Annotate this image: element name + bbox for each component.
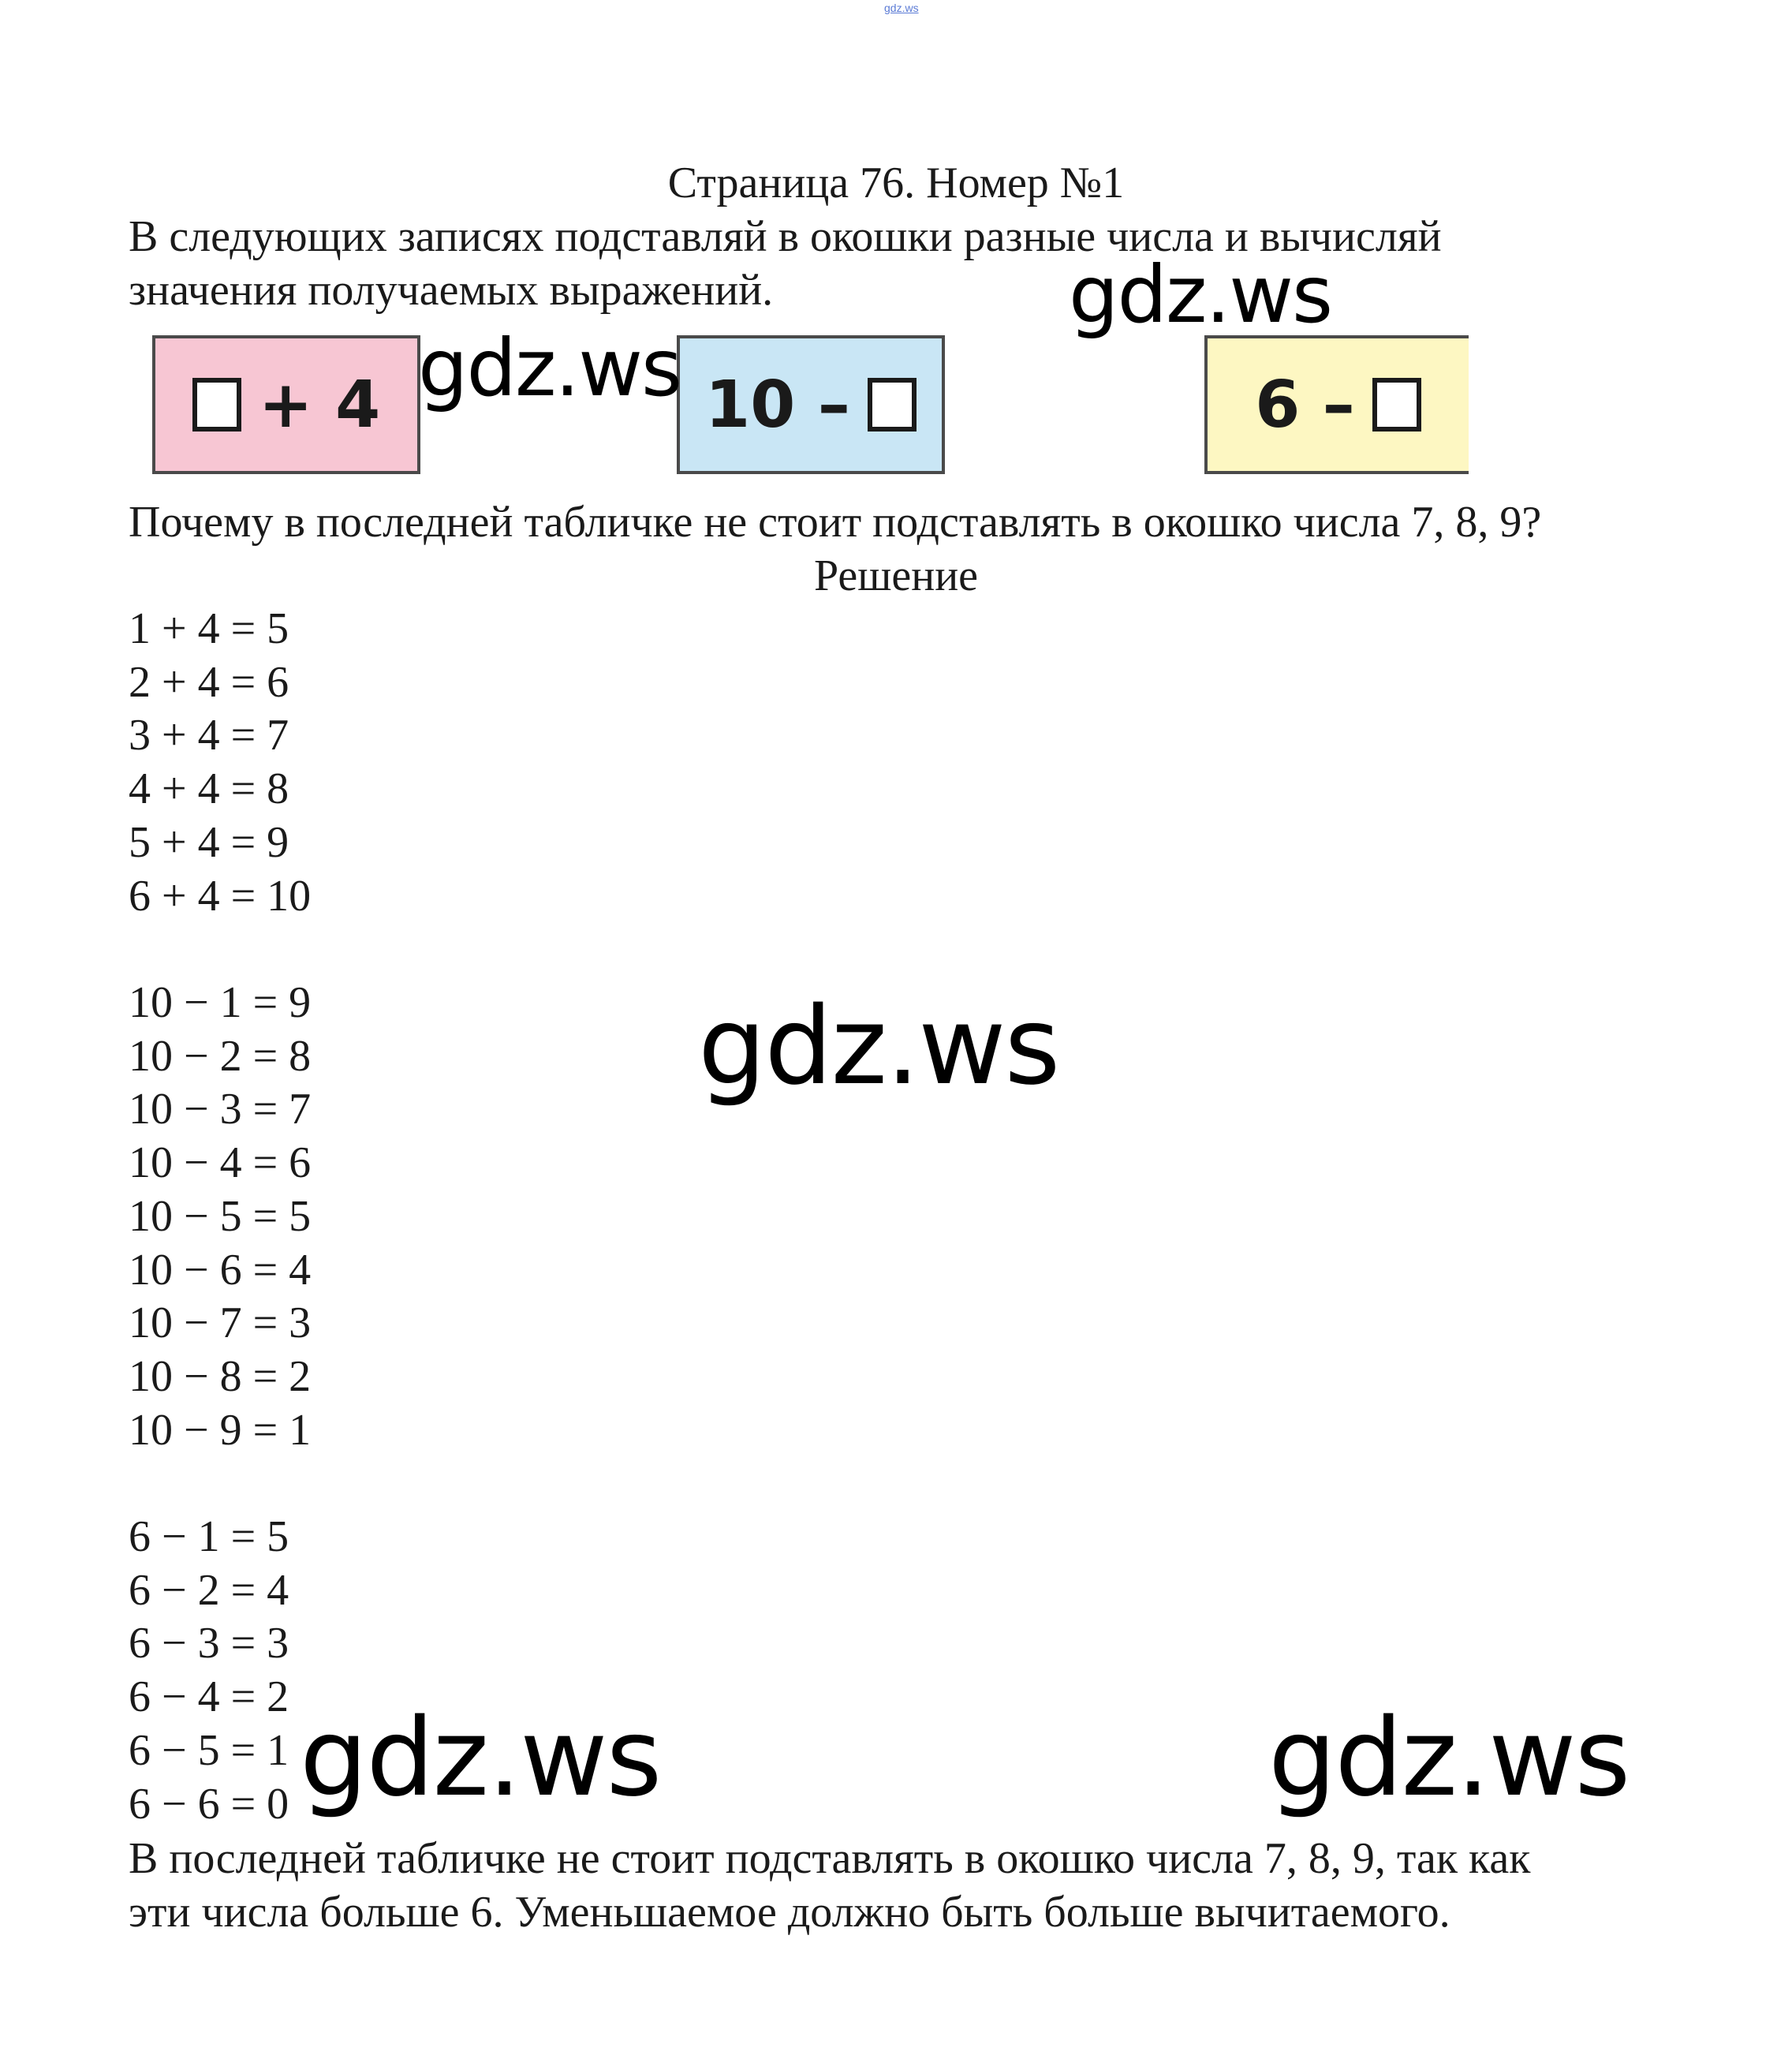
watermark: gdz.ws: [1268, 1696, 1630, 1821]
equation-line: 6 − 2 = 4: [129, 1565, 289, 1615]
header-watermark-link[interactable]: gdz.ws: [884, 2, 919, 14]
equation-line: 10 − 5 = 5: [129, 1191, 312, 1241]
question-text: Почему в последней табличке не стоит подставлять в окошко числа 7, 8, 9?: [129, 498, 1542, 547]
equation-line: 10 − 9 = 1: [129, 1405, 312, 1455]
page-title: Страница 76. Номер №1: [667, 159, 1125, 207]
equation-line: 3 + 4 = 7: [129, 711, 289, 760]
equation-line: 2 + 4 = 6: [129, 657, 289, 707]
watermark: gdz.ws: [418, 322, 681, 414]
expression-card-subtract-6: [1204, 335, 1469, 474]
watermark: gdz.ws: [1069, 248, 1332, 341]
watermark: gdz.ws: [300, 1696, 661, 1821]
answer-line-2: эти числа больше 6. Уменьшаемое должно быть больше вычитаемого.: [129, 1888, 1450, 1937]
equation-line: 1 + 4 = 5: [129, 604, 289, 653]
card-left-text: 6 –: [1255, 367, 1355, 443]
equation-line: 10 − 2 = 8: [129, 1031, 312, 1081]
equation-line: 5 + 4 = 9: [129, 817, 289, 867]
equation-line: 6 − 5 = 1: [129, 1725, 289, 1775]
equation-line: 6 + 4 = 10: [129, 871, 312, 921]
card-left-text: 10 –: [705, 367, 850, 443]
addition-equations: [129, 603, 311, 923]
card-right-text: + 4: [258, 367, 381, 443]
empty-box-icon: [868, 378, 917, 432]
answer-line-1: В последней табличке не стоит подставлять в окошко числа 7, 8, 9, так как: [129, 1834, 1531, 1883]
subtraction-6-equations: [129, 1511, 289, 1831]
equation-line: 4 + 4 = 8: [129, 764, 289, 814]
equation-line: 10 − 4 = 6: [129, 1138, 312, 1188]
equation-line: 6 − 4 = 2: [129, 1672, 289, 1722]
empty-box-icon: [192, 378, 241, 432]
equation-line: 6 − 1 = 5: [129, 1512, 289, 1561]
watermark: gdz.ws: [698, 985, 1059, 1109]
task-line-1: В следующих записях подставляй в окошки разные числа и вычисляй: [129, 212, 1442, 261]
expression-card-addition: [152, 335, 420, 474]
solution-heading: Решение: [813, 551, 979, 600]
equation-line: 10 − 6 = 4: [129, 1245, 312, 1295]
empty-box-icon: [1372, 378, 1421, 432]
equation-line: 10 − 1 = 9: [129, 978, 312, 1027]
task-line-2: значения получаемых выражений.: [129, 266, 774, 315]
equation-line: 6 − 6 = 0: [129, 1779, 289, 1829]
equation-line: 10 − 3 = 7: [129, 1085, 312, 1134]
subtraction-10-equations: [129, 977, 311, 1457]
equation-line: 6 − 3 = 3: [129, 1619, 289, 1668]
equation-line: 10 − 7 = 3: [129, 1298, 312, 1348]
expression-card-subtract-10: [677, 335, 945, 474]
equation-line: 10 − 8 = 2: [129, 1351, 312, 1401]
